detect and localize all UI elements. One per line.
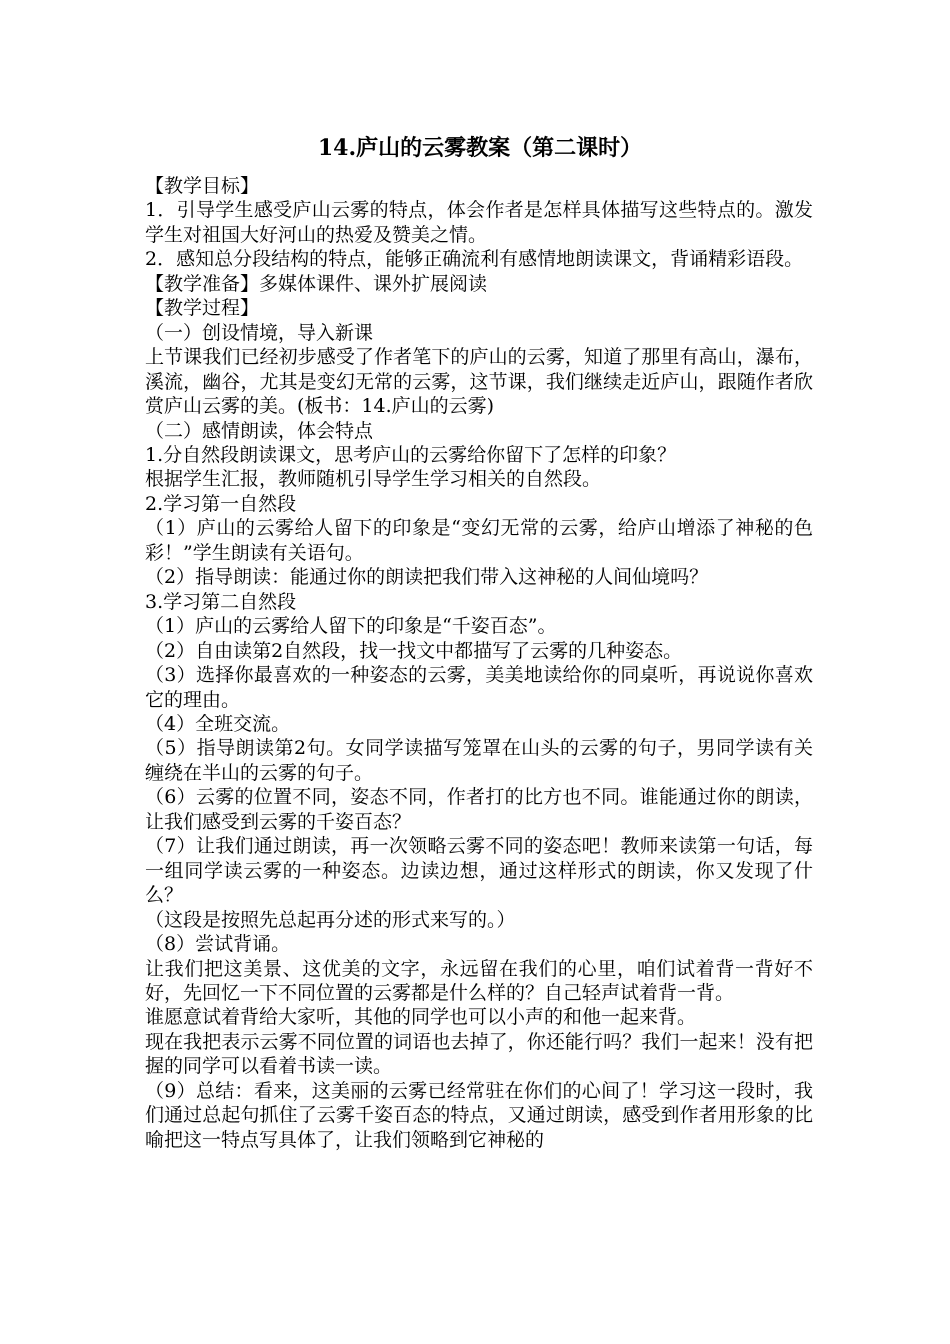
paragraph: 根据学生汇报，教师随机引导学生学习相关的自然段。 [145,468,602,491]
paragraph: 1.分自然段朗读课文，思考庐山的云雾给你留下了怎样的印象？ [145,443,677,466]
paragraph: （7）让我们通过朗读，再一次领略云雾不同的姿态吧！教师来读第一句话，每一组同学读云雾的一种姿态。边读边想，通过这样形式的朗读，你又发现了什么？ [145,835,813,907]
paragraph: （8）尝试背诵。 [145,933,291,956]
paragraph: 现在我把表示云雾不同位置的词语也去掉了，你还能行吗？我们一起来！没有把握的同学可以看着书读一读。 [145,1030,813,1078]
sub-heading: 2.学习第一自然段 [145,492,297,515]
paragraph: （1）庐山的云雾给人留下的印象是“千姿百态”。 [145,615,557,638]
step-heading-1: （一）创设情境，导入新课 [145,321,374,344]
section-heading-preparation: 【教学准备】多媒体课件、课外扩展阅读 [145,272,488,295]
objective-item-2: 2．感知总分段结构的特点，能够正确流利有感情地朗读课文，背诵精彩语段。 [145,248,804,271]
paragraph: （4）全班交流。 [145,712,291,735]
paragraph: （9）总结：看来，这美丽的云雾已经常驻在你们的心间了！学习这一段时，我们通过总起句抓住了云雾千姿百态的特点，又通过朗读，感受到作者用形象的比喻把这一特点写具体了，让我们领略到它神秘的 [145,1079,813,1151]
paragraph: 上节课我们已经初步感受了作者笔下的庐山的云雾，知道了那里有高山，瀑布，溪流，幽谷，尤其是变幻无常的云雾，这节课，我们继续走近庐山，跟随作者欣赏庐山云雾的美。(板书：14.庐山的云雾) [145,346,813,418]
section-heading-objectives: 【教学目标】 [145,175,260,197]
paragraph: （这段是按照先总起再分述的形式来写的。） [145,908,516,931]
paragraph: （2）指导朗读：能通过你的朗读把我们带入这神秘的人间仙境吗？ [145,566,709,589]
paragraph: （1）庐山的云雾给人留下的印象是“变幻无常的云雾，给庐山增添了神秘的色彩！”学生朗读有关语句。 [145,517,813,564]
paragraph: （5）指导朗读第2句。女同学读描写笼罩在山头的云雾的句子，男同学读有关缠绕在半山的云雾的句子。 [145,737,813,784]
document-title: 14.庐山的云雾教案（第二课时） [317,135,643,161]
paragraph: （6）云雾的位置不同，姿态不同，作者打的比方也不同。谁能通过你的朗读，让我们感受到云雾的千姿百态？ [145,786,813,833]
sub-heading: 3.学习第二自然段 [145,590,297,613]
paragraph: （2）自由读第2自然段，找一找文中都描写了云雾的几种姿态。 [145,639,683,662]
paragraph: 让我们把这美景、这优美的文字，永远留在我们的心里，咱们试着背一背好不好，先回忆一下不同位置的云雾都是什么样的？自己轻声试着背一背。 [145,957,813,1004]
paragraph: 谁愿意试着背给大家听，其他的同学也可以小声的和他一起来背。 [145,1006,697,1029]
objective-item-1: 1．引导学生感受庐山云雾的特点，体会作者是怎样具体描写这些特点的。激发学生对祖国大好河山的热爱及赞美之情。 [145,199,813,246]
step-heading-2: （二）感情朗读，体会特点 [145,419,374,442]
document-body [145,174,813,1152]
paragraph: （3）选择你最喜欢的一种姿态的云雾，美美地读给你的同桌听，再说说你喜欢它的理由。 [145,664,813,711]
section-heading-process: 【教学过程】 [145,297,260,320]
